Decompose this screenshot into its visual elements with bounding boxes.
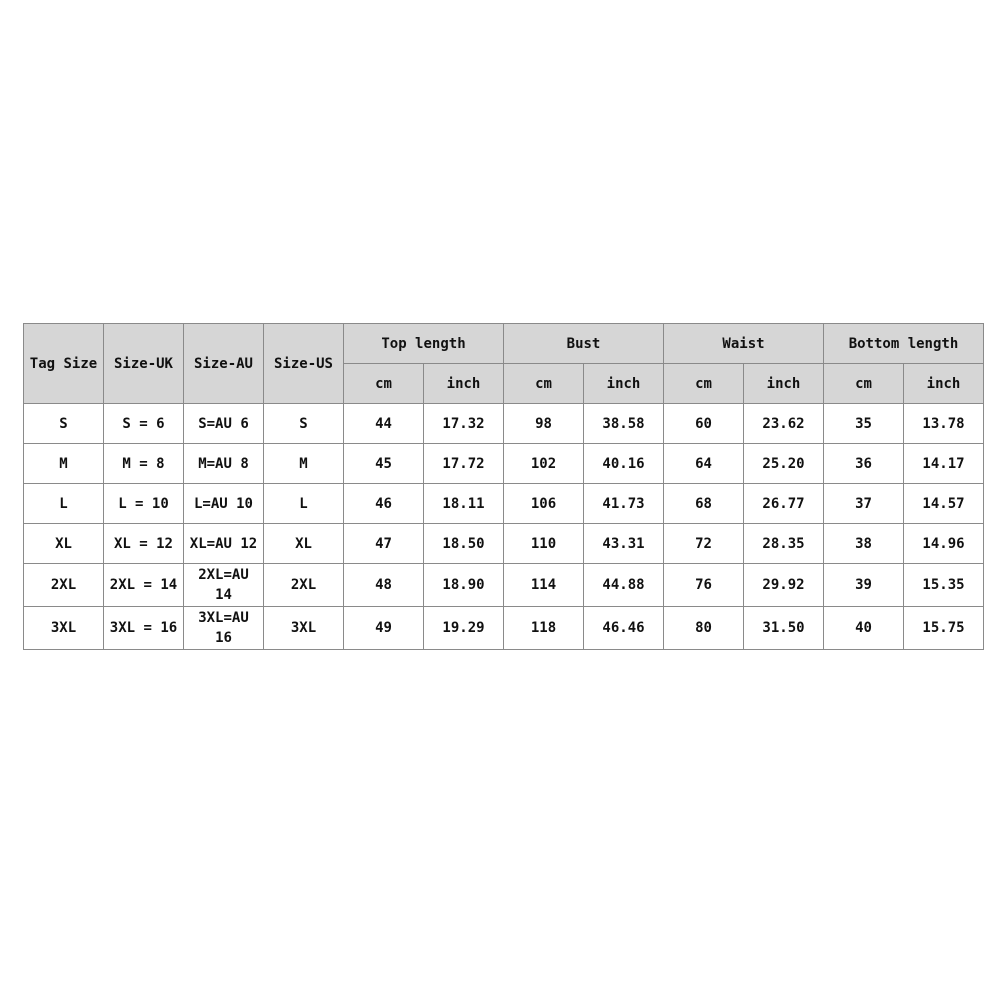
table-row: [24, 564, 984, 607]
cell-bottom-length-inch: 15.35: [904, 564, 984, 607]
cell-waist-inch: 28.35: [744, 524, 824, 564]
cell-bottom-length-cm: 40: [824, 607, 904, 650]
header-unit: inch: [424, 364, 504, 404]
cell-waist-cm: 76: [664, 564, 744, 607]
cell-bottom-length-inch: 13.78: [904, 404, 984, 444]
cell-bottom-length-inch: 14.96: [904, 524, 984, 564]
cell-size-uk: M = 8: [104, 444, 184, 484]
cell-waist-cm: 72: [664, 524, 744, 564]
table-row: [24, 484, 984, 524]
cell-size-us: M: [264, 444, 344, 484]
cell-bottom-length-cm: 39: [824, 564, 904, 607]
cell-bust-cm: 102: [504, 444, 584, 484]
cell-top-length-cm: 47: [344, 524, 424, 564]
size-chart-table: [23, 323, 984, 650]
table-row: [24, 404, 984, 444]
cell-bottom-length-inch: 15.75: [904, 607, 984, 650]
cell-size-uk: L = 10: [104, 484, 184, 524]
cell-tag-size: XL: [24, 524, 104, 564]
cell-top-length-cm: 48: [344, 564, 424, 607]
cell-bust-inch: 44.88: [584, 564, 664, 607]
table-row: [24, 524, 984, 564]
cell-bust-cm: 114: [504, 564, 584, 607]
cell-bust-cm: 118: [504, 607, 584, 650]
cell-size-uk: 3XL = 16: [104, 607, 184, 650]
cell-tag-size: L: [24, 484, 104, 524]
cell-size-au: 3XL=AU 16: [184, 607, 264, 650]
cell-size-au: M=AU 8: [184, 444, 264, 484]
header-size-us: Size-US: [264, 324, 344, 404]
cell-waist-inch: 25.20: [744, 444, 824, 484]
cell-size-au: 2XL=AU 14: [184, 564, 264, 607]
header-waist: Waist: [664, 324, 824, 364]
cell-bottom-length-cm: 36: [824, 444, 904, 484]
cell-waist-cm: 60: [664, 404, 744, 444]
header-bust: Bust: [504, 324, 664, 364]
cell-waist-inch: 23.62: [744, 404, 824, 444]
cell-bust-inch: 40.16: [584, 444, 664, 484]
cell-waist-inch: 31.50: [744, 607, 824, 650]
header-unit: cm: [824, 364, 904, 404]
cell-bottom-length-inch: 14.57: [904, 484, 984, 524]
cell-waist-inch: 26.77: [744, 484, 824, 524]
header-bottom-length: Bottom length: [824, 324, 984, 364]
header-unit: inch: [584, 364, 664, 404]
cell-waist-cm: 64: [664, 444, 744, 484]
cell-size-us: S: [264, 404, 344, 444]
cell-top-length-inch: 17.32: [424, 404, 504, 444]
cell-size-au: L=AU 10: [184, 484, 264, 524]
cell-size-us: 2XL: [264, 564, 344, 607]
header-unit: inch: [904, 364, 984, 404]
cell-tag-size: 3XL: [24, 607, 104, 650]
cell-bust-cm: 98: [504, 404, 584, 444]
cell-size-us: XL: [264, 524, 344, 564]
cell-waist-inch: 29.92: [744, 564, 824, 607]
table-body: [24, 404, 984, 650]
cell-size-us: L: [264, 484, 344, 524]
cell-top-length-inch: 18.50: [424, 524, 504, 564]
header-unit: cm: [664, 364, 744, 404]
cell-top-length-inch: 18.90: [424, 564, 504, 607]
table-row: [24, 607, 984, 650]
header-top-length: Top length: [344, 324, 504, 364]
cell-size-uk: 2XL = 14: [104, 564, 184, 607]
cell-bust-inch: 46.46: [584, 607, 664, 650]
cell-bust-inch: 41.73: [584, 484, 664, 524]
cell-bust-cm: 106: [504, 484, 584, 524]
cell-bottom-length-cm: 35: [824, 404, 904, 444]
header-row-groups: [24, 324, 984, 364]
header-tag-size: Tag Size: [24, 324, 104, 404]
cell-waist-cm: 80: [664, 607, 744, 650]
cell-top-length-inch: 19.29: [424, 607, 504, 650]
cell-bust-inch: 38.58: [584, 404, 664, 444]
cell-size-au: XL=AU 12: [184, 524, 264, 564]
cell-bottom-length-cm: 37: [824, 484, 904, 524]
cell-top-length-cm: 49: [344, 607, 424, 650]
cell-top-length-inch: 18.11: [424, 484, 504, 524]
cell-size-au: S=AU 6: [184, 404, 264, 444]
header-unit: cm: [504, 364, 584, 404]
header-unit: cm: [344, 364, 424, 404]
cell-bottom-length-inch: 14.17: [904, 444, 984, 484]
cell-top-length-inch: 17.72: [424, 444, 504, 484]
header-size-uk: Size-UK: [104, 324, 184, 404]
header-unit: inch: [744, 364, 824, 404]
cell-tag-size: S: [24, 404, 104, 444]
cell-top-length-cm: 44: [344, 404, 424, 444]
cell-bust-cm: 110: [504, 524, 584, 564]
cell-top-length-cm: 46: [344, 484, 424, 524]
table-row: [24, 444, 984, 484]
cell-size-uk: S = 6: [104, 404, 184, 444]
cell-tag-size: M: [24, 444, 104, 484]
cell-bottom-length-cm: 38: [824, 524, 904, 564]
cell-waist-cm: 68: [664, 484, 744, 524]
cell-bust-inch: 43.31: [584, 524, 664, 564]
cell-tag-size: 2XL: [24, 564, 104, 607]
cell-size-uk: XL = 12: [104, 524, 184, 564]
cell-top-length-cm: 45: [344, 444, 424, 484]
header-size-au: Size-AU: [184, 324, 264, 404]
cell-size-us: 3XL: [264, 607, 344, 650]
